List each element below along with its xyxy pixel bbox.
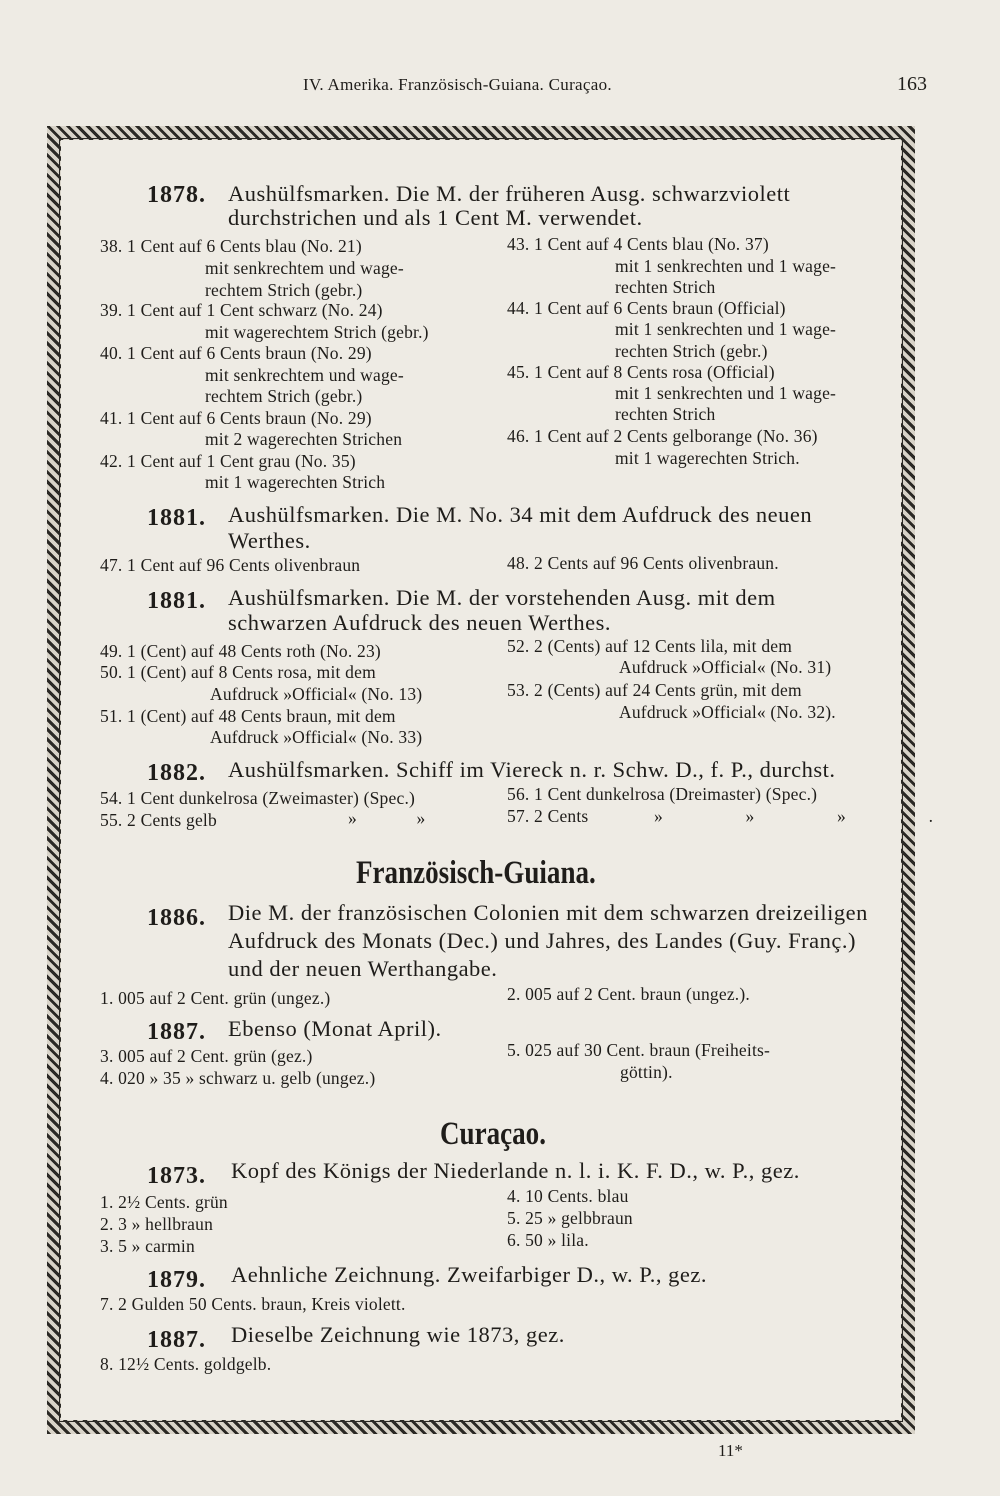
catalog-entry: 2. 3 » hellbraun — [100, 1214, 214, 1234]
signature-mark: 11* — [718, 1441, 743, 1460]
section-heading: Ebenso (Monat April). — [228, 1016, 442, 1041]
catalog-entry: 7. 2 Gulden 50 Cents. braun, Kreis violett. — [100, 1294, 406, 1314]
catalog-entry-cont: rechten Strich — [615, 404, 716, 424]
section-year: 1873. — [147, 1163, 206, 1189]
catalog-entry: 3. 005 auf 2 Cent. grün (gez.) — [100, 1046, 313, 1066]
catalog-entry: 50. 1 (Cent) auf 8 Cents rosa, mit dem — [100, 662, 376, 682]
catalog-entry: 1. 005 auf 2 Cent. grün (ungez.) — [100, 988, 331, 1008]
catalog-entry: 52. 2 (Cents) auf 12 Cents lila, mit dem — [507, 636, 793, 656]
section-heading-cont: durchstrichen und als 1 Cent M. verwendet. — [228, 205, 643, 230]
section-heading: Aushülfsmarken. Die M. der früheren Ausg. schwarzviolett — [228, 181, 791, 206]
catalog-entry-cont: rechten Strich (gebr.) — [615, 341, 768, 361]
catalog-entry: 8. 12½ Cents. goldgelb. — [100, 1354, 272, 1374]
section-heading-cont: schwarzen Aufdruck des neuen Werthes. — [228, 610, 612, 635]
catalog-entry: 38. 1 Cent auf 6 Cents blau (No. 21) — [100, 236, 362, 256]
section-year: 1882. — [147, 760, 206, 786]
catalog-entry: 49. 1 (Cent) auf 48 Cents roth (No. 23) — [100, 641, 381, 661]
catalog-entry: 42. 1 Cent auf 1 Cent grau (No. 35) — [100, 451, 356, 471]
section-heading: Dieselbe Zeichnung wie 1873, gez. — [231, 1322, 565, 1347]
section-heading: Aushülfsmarken. Die M. der vorstehenden Ausg. mit dem — [228, 585, 776, 610]
section-heading: Die M. der französischen Colonien mit dem schwarzen dreizeiligen — [228, 900, 868, 925]
section-heading: Aehnliche Zeichnung. Zweifarbiger D., w. P., gez. — [231, 1262, 708, 1287]
section-heading: Aushülfsmarken. Schiff im Viereck n. r. Schw. D., f. P., durchst. — [228, 757, 836, 782]
catalog-entry-cont: rechtem Strich (gebr.) — [205, 386, 363, 406]
catalog-entry-cont: mit 1 wagerechten Strich — [205, 472, 386, 492]
catalog-entry: 6. 50 » lila. — [507, 1230, 589, 1250]
catalog-entry: 3. 5 » carmin — [100, 1236, 195, 1256]
section-year: 1881. — [147, 505, 206, 531]
catalog-entry-cont: mit senkrechtem und wage- — [205, 258, 404, 278]
section-heading: Kopf des Königs der Niederlande n. l. i. K. F. D., w. P., gez. — [231, 1158, 800, 1183]
catalog-entry-cont: Aufdruck »Official« (No. 32). — [619, 702, 836, 722]
catalog-entry: 46. 1 Cent auf 2 Cents gelborange (No. 36) — [507, 426, 818, 446]
catalog-entry-cont: Aufdruck »Official« (No. 13) — [210, 684, 423, 704]
catalog-entry: 5. 25 » gelbbraun — [507, 1208, 633, 1228]
catalog-entry: 43. 1 Cent auf 4 Cents blau (No. 37) — [507, 234, 769, 254]
section-year: 1879. — [147, 1267, 206, 1293]
catalog-entry: 57. 2 Cents — [507, 806, 589, 826]
catalog-entry-cont: mit wagerechtem Strich (gebr.) — [205, 322, 429, 342]
catalog-entry-cont: rechten Strich — [615, 277, 716, 297]
catalog-entry: 4. 10 Cents. blau — [507, 1186, 629, 1206]
country-title: Curaçao. — [440, 1116, 546, 1152]
catalog-entry-cont: mit 1 wagerechten Strich. — [615, 448, 800, 468]
catalog-entry: 5. 025 auf 30 Cent. braun (Freiheits- — [507, 1040, 771, 1060]
catalog-entry: 44. 1 Cent auf 6 Cents braun (Official) — [507, 298, 786, 318]
section-heading-cont: Werthes. — [228, 528, 311, 553]
ditto-marks: » » » . — [654, 806, 934, 826]
section-year: 1886. — [147, 905, 206, 931]
catalog-entry: 47. 1 Cent auf 96 Cents olivenbraun — [100, 555, 361, 575]
section-year: 1878. — [147, 182, 206, 208]
catalog-entry: 40. 1 Cent auf 6 Cents braun (No. 29) — [100, 343, 372, 363]
catalog-entry: 51. 1 (Cent) auf 48 Cents braun, mit dem — [100, 706, 396, 726]
catalog-entry-cont: mit 2 wagerechten Strichen — [205, 429, 403, 449]
catalog-entry: 2. 005 auf 2 Cent. braun (ungez.). — [507, 984, 750, 1004]
section-heading-cont: Aufdruck des Monats (Dec.) und Jahres, des Landes (Guy. Franç.) — [228, 928, 856, 953]
catalog-entry: 56. 1 Cent dunkelrosa (Dreimaster) (Spec.) — [507, 784, 818, 804]
catalog-entry-cont: göttin). — [620, 1062, 673, 1082]
catalog-entry-cont: Aufdruck »Official« (No. 31) — [619, 657, 832, 677]
section-year: 1887. — [147, 1019, 206, 1045]
catalog-entry-cont: mit senkrechtem und wage- — [205, 365, 404, 385]
section-year: 1887. — [147, 1327, 206, 1353]
catalog-entry-cont: mit 1 senkrechten und 1 wage- — [615, 383, 837, 403]
catalog-entry: 1. 2½ Cents. grün — [100, 1192, 228, 1212]
catalog-entry: 48. 2 Cents auf 96 Cents olivenbraun. — [507, 553, 779, 573]
section-year: 1881. — [147, 588, 206, 614]
section-heading: Aushülfsmarken. Die M. No. 34 mit dem Aufdruck des neuen — [228, 502, 813, 527]
catalog-entry: 45. 1 Cent auf 8 Cents rosa (Official) — [507, 362, 775, 382]
catalog-entry-cont: mit 1 senkrechten und 1 wage- — [615, 319, 837, 339]
catalog-entry-cont: rechtem Strich (gebr.) — [205, 280, 363, 300]
country-title: Französisch-Guiana. — [356, 855, 596, 891]
catalog-entry: 41. 1 Cent auf 6 Cents braun (No. 29) — [100, 408, 372, 428]
catalog-entry: 39. 1 Cent auf 1 Cent schwarz (No. 24) — [100, 300, 383, 320]
section-heading-cont: und der neuen Werthangabe. — [228, 956, 498, 981]
catalog-entry: 54. 1 Cent dunkelrosa (Zweimaster) (Spec.) — [100, 788, 416, 808]
ditto-marks: » » — [348, 808, 426, 828]
running-head: IV. Amerika. Französisch-Guiana. Curaçao. — [303, 75, 612, 94]
catalog-entry: 53. 2 (Cents) auf 24 Cents grün, mit dem — [507, 680, 802, 700]
page-number: 163 — [897, 73, 927, 95]
catalog-entry-cont: Aufdruck »Official« (No. 33) — [210, 727, 423, 747]
catalog-entry: 4. 020 » 35 » schwarz u. gelb (ungez.) — [100, 1068, 376, 1088]
catalog-entry: 55. 2 Cents gelb — [100, 810, 217, 830]
catalog-entry-cont: mit 1 senkrechten und 1 wage- — [615, 256, 837, 276]
